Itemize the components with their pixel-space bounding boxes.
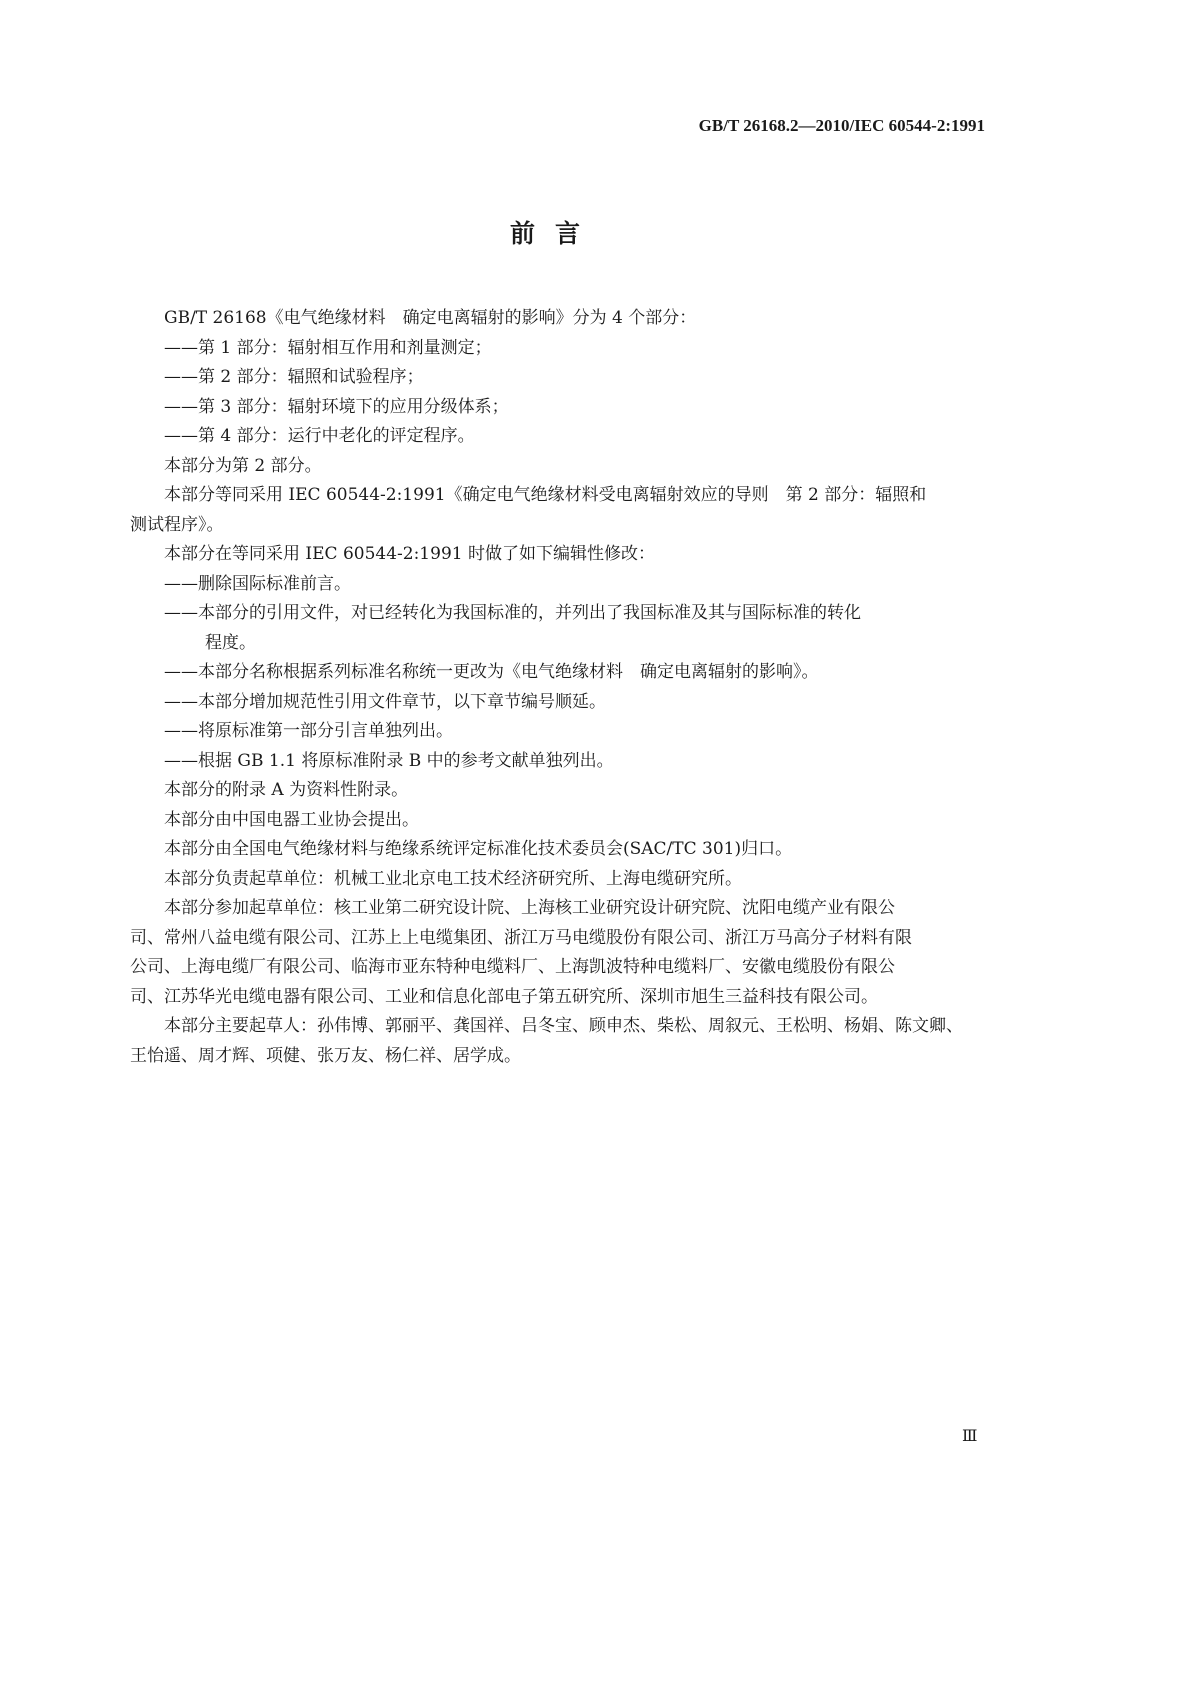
text-line: 本部分由中国电器工业协会提出。 — [164, 809, 419, 830]
text-line: 本部分的附录 A 为资料性附录。 — [164, 780, 409, 800]
page-number: Ⅲ — [962, 1426, 978, 1445]
text-line: 本部分在等同采用 IEC 60544-2:1991 时做了如下编辑性修改： — [164, 544, 655, 564]
text-line: 司、江苏华光电缆电器有限公司、工业和信息化部电子第五研究所、深圳市旭生三益科技有限公司。 — [130, 986, 878, 1007]
text-line: 测试程序》。 — [130, 514, 224, 535]
page-title: 前言 — [509, 219, 600, 248]
text-line: ——本部分的引用文件，对已经转化为我国标准的，并列出了我国标准及其与国际标准的转化 — [164, 603, 861, 623]
text-line: ——将原标准第一部分引言单独列出。 — [164, 721, 453, 741]
text-line: ——根据 GB 1.1 将原标准附录 B 中的参考文献单独列出。 — [164, 750, 614, 771]
text-line: 本部分参加起草单位：核工业第二研究设计院、上海核工业研究设计研究院、沈阳电缆产业有限公 — [164, 898, 895, 918]
text-line: GB/T 26168《电气绝缘材料 确定电离辐射的影响》分为 4 个部分： — [164, 308, 697, 328]
text-line: 王怡遥、周才辉、项健、张万友、杨仁祥、居学成。 — [130, 1045, 521, 1066]
text-line: ——第 3 部分：辐射环境下的应用分级体系； — [164, 396, 509, 417]
text-line: 本部分由全国电气绝缘材料与绝缘系统评定标准化技术委员会(SAC/TC 301)归口。 — [164, 839, 793, 859]
text-line: ——第 1 部分：辐射相互作用和剂量测定； — [164, 337, 492, 358]
foreword-body — [130, 304, 986, 1071]
text-line: 本部分为第 2 部分。 — [164, 455, 322, 476]
text-line: ——删除国际标准前言。 — [164, 573, 351, 594]
text-line: 公司、上海电缆厂有限公司、临海市亚东特种电缆料厂、上海凯波特种电缆料厂、安徽电缆股份有限公 — [130, 957, 895, 977]
text-line: ——第 2 部分：辐照和试验程序； — [164, 367, 424, 387]
text-line: ——第 4 部分：运行中老化的评定程序。 — [164, 426, 475, 446]
text-line: 程度。 — [205, 632, 256, 653]
text-line: 本部分主要起草人：孙伟博、郭丽平、龚国祥、吕冬宝、顾申杰、柴松、周叙元、王松明、杨娟、陈文卿、 — [164, 1016, 963, 1036]
text-line: 本部分等同采用 IEC 60544-2:1991《确定电气绝缘材料受电离辐射效应的导则 第 2 部分：辐照和 — [164, 485, 927, 505]
text-line: 司、常州八益电缆有限公司、江苏上上电缆集团、浙江万马电缆股份有限公司、浙江万马高分子材料有限 — [130, 927, 912, 948]
text-line: ——本部分增加规范性引用文件章节，以下章节编号顺延。 — [164, 691, 606, 712]
standard-header: GB/T 26168.2—2010/IEC 60544-2:1991 — [698, 116, 985, 135]
text-line: 本部分负责起草单位：机械工业北京电工技术经济研究所、上海电缆研究所。 — [164, 868, 742, 889]
text-line: ——本部分名称根据系列标准名称统一更改为《电气绝缘材料 确定电离辐射的影响》。 — [164, 662, 819, 682]
